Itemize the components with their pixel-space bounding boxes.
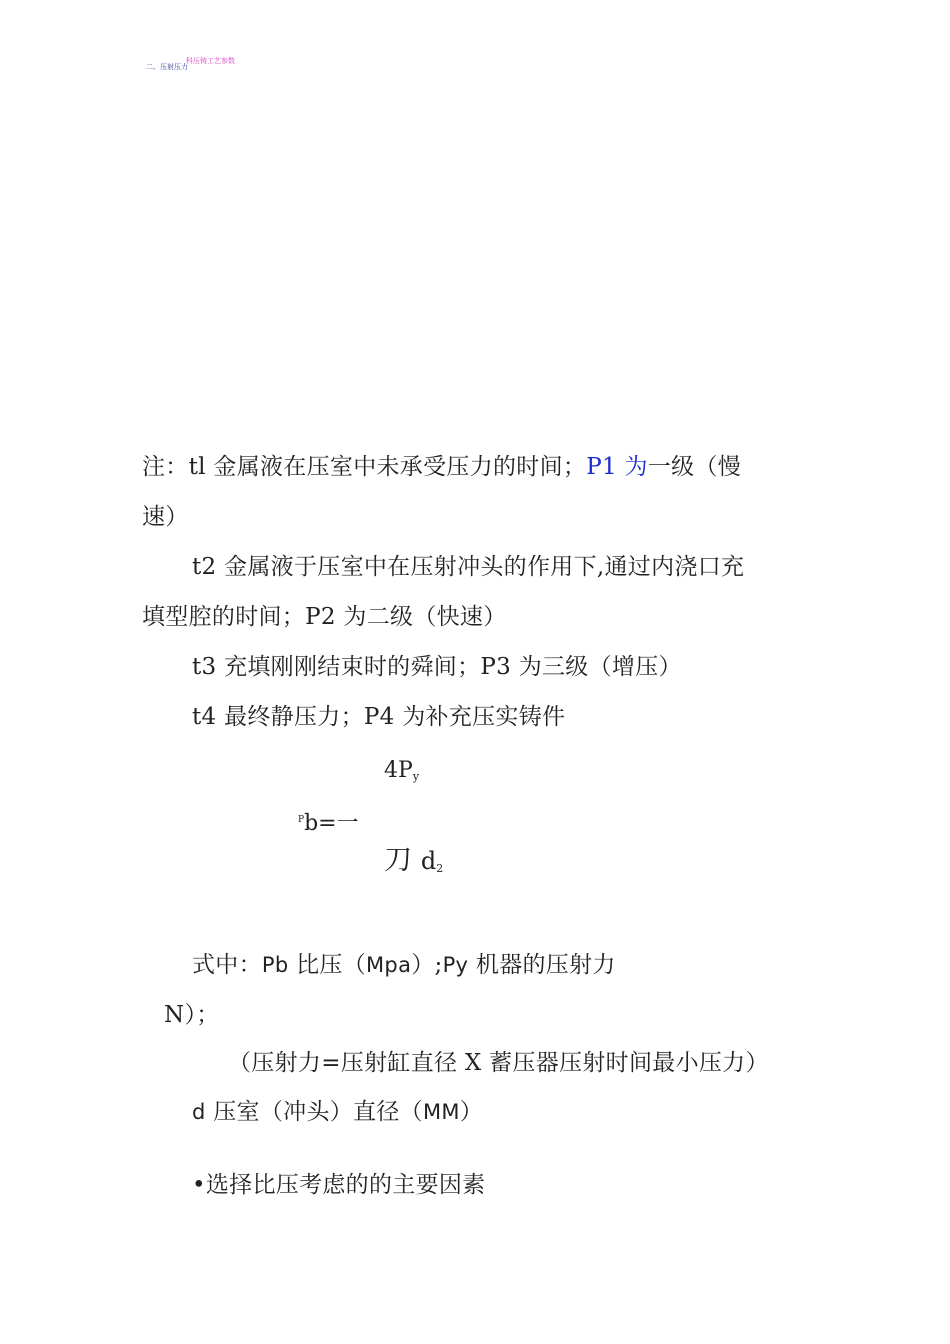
definition-mm: MM (422, 1100, 460, 1124)
header-section-title: 二、压射压力 (146, 63, 188, 71)
formula-numerator-sub: y (412, 770, 420, 783)
definition-py-desc: 机器的压射力 (468, 952, 616, 978)
bullet-item: •选择比压考虑的的主要因素 (192, 1172, 486, 1198)
definition-prefix: 式中： (192, 952, 262, 978)
definition-d: d (192, 1100, 206, 1124)
formula-lhs-sup: P (298, 815, 305, 825)
note-line-5: t3 充填刚刚结束时的舜间；P3 为三级（增压） (192, 654, 682, 680)
definition-pb-desc: 比压（ (288, 952, 367, 978)
formula-lhs-text: b=一 (304, 811, 359, 836)
definition-py: Py (442, 953, 469, 977)
definition-line-1 (192, 950, 616, 980)
definition-line-3: （压射力=压射缸直径 X 蓄压器压射时间最小压力） (228, 1050, 769, 1076)
definition-line-4 (192, 1097, 483, 1127)
formula-denominator-sub: 2 (436, 862, 444, 875)
note-line-1-highlight: P1 为 (586, 454, 648, 480)
definition-n-rest: ）； (184, 1002, 220, 1028)
definition-pb: Pb (261, 953, 289, 977)
formula-numerator-text: 4P (384, 758, 413, 783)
formula-lhs (298, 806, 359, 837)
definition-sep: ）; (411, 952, 443, 978)
definition-line-2 (164, 1000, 220, 1030)
note-line-2: 速） (142, 504, 189, 530)
note-line-1-text: 注：tl 金属液在压室中未承受压力的时间； (142, 454, 587, 480)
note-line-4: 填型腔的时间；P2 为二级（快速） (142, 604, 507, 630)
formula-denominator-symbol: 刀 (384, 843, 413, 876)
header-doc-title: 科压铸工艺参数 (186, 57, 235, 65)
definition-mpa: Mpa (366, 953, 412, 977)
formula-numerator (384, 758, 419, 783)
definition-d-desc: 压室（冲头）直径（ (205, 1099, 423, 1125)
formula-denominator (384, 838, 443, 878)
formula-denominator-d: d (420, 847, 437, 875)
note-line-1 (142, 452, 741, 482)
definition-d-close: ） (459, 1099, 484, 1125)
note-line-3: t2 金属液于压室中在压射冲头的作用下,通过内浇口充 (192, 554, 745, 580)
note-line-1-tail: 一级（慢 (647, 454, 742, 480)
note-line-6: t4 最终静压力；P4 为补充压实铸件 (192, 704, 566, 730)
definition-n: N (164, 1002, 185, 1028)
